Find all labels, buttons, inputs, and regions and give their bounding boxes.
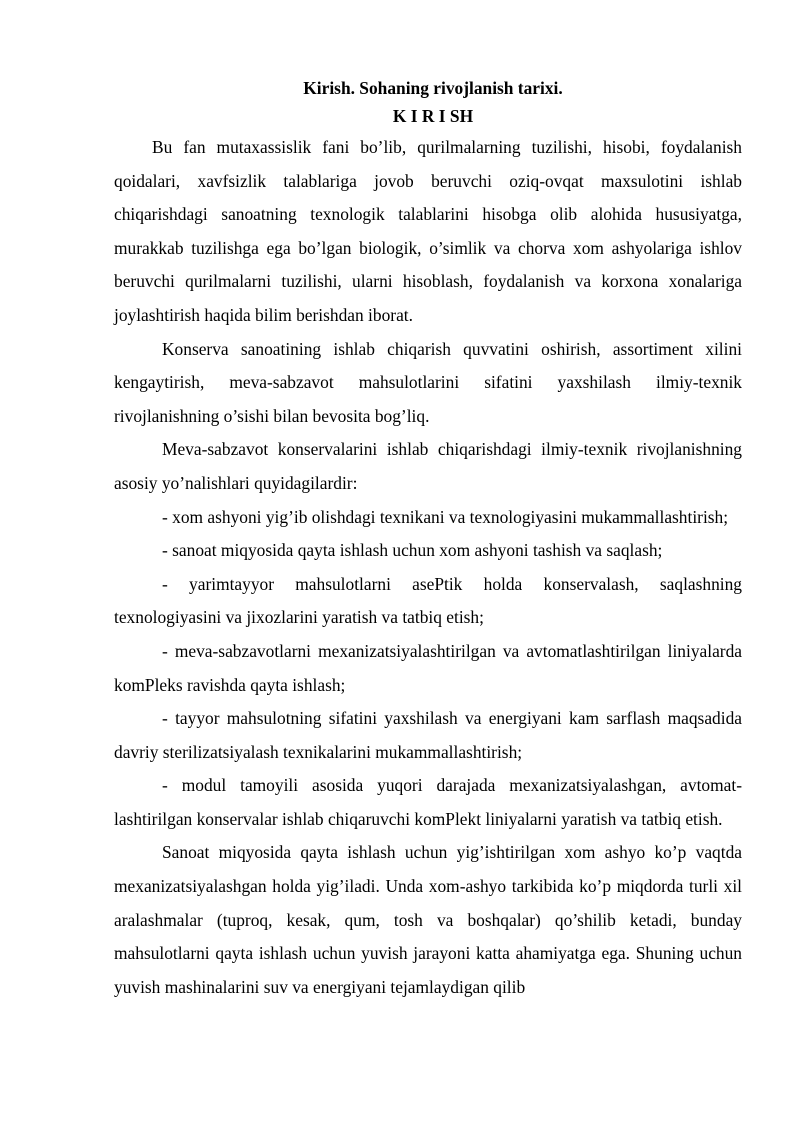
list-item-transport-storage: - sanoat miqyosida qayta ishlash uchun xom ashyoni tashish va saqlash;: [162, 540, 663, 561]
paragraph-canning-industry: Konserva sanoatining ishlab chiqarish quvvatini oshirish, assortiment xilini kengaytirish, meva-sabzavot mahsulotlarini sifatini yaxshilash ilmiy-texnik rivojlanishning o’sishi bilan bevosita bog’liq.: [114, 338, 742, 426]
list-item-aseptic: - yarimtayyor mahsulotlarni asePtik holda konservalash, saqlashning texnologiyasini va jixozlarini yaratish va tatbiq etish;: [114, 573, 742, 628]
list-item-modular-lines: - modul tamoyili asosida yuqori darajada mexanizatsiyalashgan, avtomat-lashtirilgan konservalar ishlab chiqaruvchi komPlekt liniyalarni yaratish va tatbiq etish.: [114, 775, 742, 829]
section-heading: K I R I SH: [392, 106, 474, 126]
document-page: [114, 74, 742, 1004]
list-item-lines: - meva-sabzavotlarni mexanizatsiyalashtirilgan va avtomatlashtirilgan liniyalarda komPleks ravishda qayta ishlash;: [114, 640, 742, 695]
list-item-sterilization: - tayyor mahsulotning sifatini yaxshilash va energiyani kam sarflash maqsadida davriy sterilizatsiyalash texnikalarini mukammallashtirish;: [114, 708, 742, 762]
paragraph-intro: Bu fan mutaxassislik fani bo’lib, qurilmalarning tuzilishi, hisobi, foydalanish qoidalari, xavfsizlik talablariga jovob beruvchi oziq-ovqat maxsulotini ishlab chiqarishdagi sanoatning texnologik talablarini hisobga olib alohida hususiyatga, murakkab tuzilishga ega bo’lgan biologik, o’simlik va chorva xom ashyolariga ishlov beruvchi qurilmalarni tuzilishi, ularni hisoblash, foydalanish va korxona xonalariga joylashtirish haqida bilim berishdan iborat.: [114, 137, 742, 325]
document-title: Kirish. Sohaning rivojlanish tarixi.: [303, 78, 563, 98]
list-item-raw-material: - xom ashyoni yig’ib olishdagi texnikani va texnologiyasini mukammallashtirish;: [162, 506, 729, 527]
paragraph-washing: Sanoat miqyosida qayta ishlash uchun yig’ishtirilgan xom ashyo ko’p vaqtda mexanizatsiyalashgan holda yig’iladi. Unda xom-ashyo tarkibida ko’p miqdorda turli xil aralashmalar (tuproq, kesak, qum, tosh va boshqalar) qo’shilib ketadi, bunday mahsulotlarni qayta ishlash uchun yuvish jarayoni katta ahamiyatga ega. Shuning uchun yuvish mashinalarini suv va energiyani tejamlaydigan qilib: [114, 842, 742, 997]
paragraph-directions-intro: Meva-sabzavot konservalarini ishlab chiqarishdagi ilmiy-texnik rivojlanishning asosiy yo’nalishlari quyidagilardir:: [114, 439, 742, 493]
